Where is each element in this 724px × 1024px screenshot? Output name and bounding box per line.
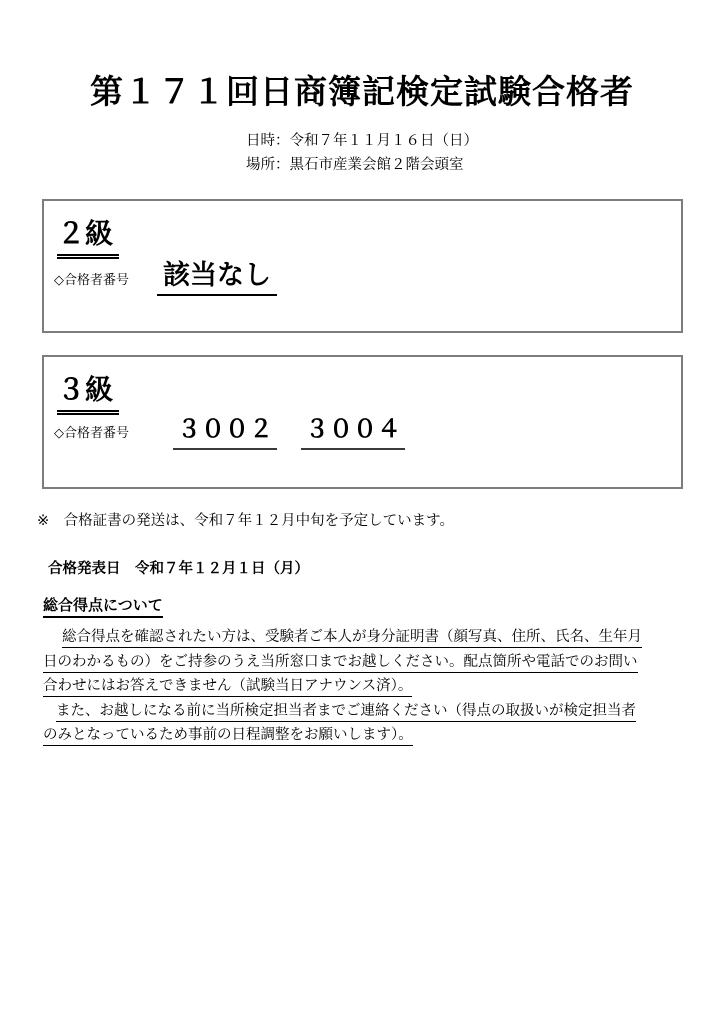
paragraph-line: のみとなっているため事前の日程調整をお願いします）。 (43, 723, 693, 748)
paragraph-line: 日のわかるもの）をご持参のうえ当所窓口までお越しください。配点箇所や電話でのお問い (43, 650, 693, 675)
grade-3-passer-number: ３００４ (301, 409, 405, 450)
grade-2-passers-label: ◇合格者番号 (54, 272, 129, 287)
grade-3-title (57, 368, 119, 415)
event-meta (0, 129, 724, 177)
grade-3-box (42, 355, 683, 489)
event-date-line: 日時：令和７年１１月１６日（日） (246, 133, 478, 149)
grade-3-passer-number: ３００２ (173, 409, 277, 450)
total-score-section (43, 594, 693, 748)
total-score-paragraph (43, 625, 693, 748)
grade-2-title (57, 212, 119, 259)
grade-2-box (42, 199, 683, 333)
paragraph-line: また、お越しになる前に当所検定担当者までご連絡ください（得点の取扱いが検定担当者 (43, 699, 693, 724)
event-place-line: 場所：黒石市産業会館２階会頭室 (246, 157, 464, 173)
grade-3-passer-row (54, 409, 405, 450)
grade-3-title-text: ３級 (57, 368, 119, 415)
grade-2-result: 該当なし (157, 253, 277, 296)
total-score-heading (43, 594, 693, 618)
announcement-date-line: 合格発表日 令和７年１２月１日（月） (48, 561, 309, 577)
paragraph-line: 総合得点を確認されたい方は、受験者ご本人が身分証明書（顔写真、住所、氏名、生年月 (43, 625, 693, 650)
total-score-heading-text: 総合得点について (43, 594, 163, 618)
grade-2-title-text: ２級 (57, 212, 119, 259)
grade-3-passers-label: ◇合格者番号 (54, 425, 129, 440)
grade-2-passer-row (54, 253, 277, 296)
page-title: 第１７１回日商簿記検定試験合格者 (90, 73, 634, 110)
event-meta-lines (246, 129, 478, 177)
certificate-shipping-note: ※ 合格証書の発送は、令和７年１２月中旬を予定しています。 (37, 513, 454, 529)
paragraph-line: 合わせにはお答えできません（試験当日アナウンス済）。 (43, 674, 693, 699)
